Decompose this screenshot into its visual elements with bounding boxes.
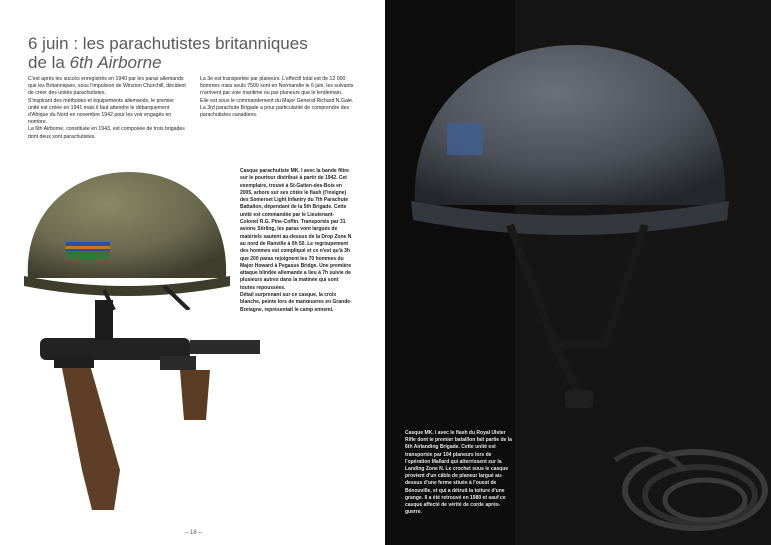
intro-paragraph: Elle est sous le commandement du Major General Richard N.Gale.: [200, 97, 354, 104]
caption-paragraph: Casque parachutiste MK. I avec la bande filtre sur le pourtour distribué à partir de 1942. Cet exemplaire, trouvé à St-Gatien-des-Bois en 2005, arbore sur ses côtés le flash (l'insigne) des Somerset Light Infantry du 7th Parachute Battalion, dépendant de la 5th Brigade. Cette unité est commandée par le Lieutenant-Colonel R.G. Pine-Coffin. Transportés par 31 avions Stirling, les paras vont largués de matériels sautent au-dessus de la Drop Zone N au nord de Ranville à 0h 50. Le regroupement des hommes est compliqué et ce n'est qu'à 3h que 200 paras rejoignent les 70 hommes du Major Howard à Pegasus Bridge. Une première attaque blindée allemande a lieu à 7h suivie de plusieurs autres dans la matinée qui sont toutes repoussées.: [240, 168, 352, 291]
page-title: [28, 34, 358, 72]
photo-caption-right: [405, 430, 515, 516]
intro-paragraph: S'inspirant des méthodes et équipements allemands, le premier unité est créée en 1941 mais il faut attendre le débarquement d'Afrique du Nord en novembre 1942 pour les voir engagés en nombre.: [28, 97, 175, 126]
mk1-helmet-image: [14, 160, 239, 310]
intro-paragraph: La 6th Airborne, constituée en 1943, est composée de trois brigades dont deux sont parachutistes.: [28, 126, 185, 140]
intro-paragraph: La 3rd parachute Brigade a pour particularité de comprendre des parachutistes canadiens.: [200, 104, 350, 119]
intro-paragraph: La 3e est transportée par planeurs. L'effectif total est de 12 000 hommes mais seuls 7500 sont en Normandie le 6 juin, les suivants n'arrivent par voie maritime ou par planeurs que le lendemain.: [200, 76, 354, 97]
page-number: – 18 –: [185, 530, 202, 536]
caption-paragraph: Casque MK. I avec le flash du Royal Ulster Rifle dont le premier bataillon fait partie de la 6th Airlanding Brigade. Cette unité est transportée par 104 planeurs lors de l'opération Mallard qui atterrissent sur la Landing Zone N. Le crochet sous le casque provient d'un câble de planeur largué au-dessus d'une ferme située à l'ouest de Bénouville, et qui a détruit la toiture d'une grange. Il a été retrouvé en 1980 et sauf ce casque affecté de vérité de corde après-guerre.: [405, 430, 512, 516]
coiled-rope-image: [605, 420, 771, 545]
title-line-2-em: 6th Airborne: [69, 53, 162, 72]
title-line-1: 6 juin : les parachutistes britanniques: [28, 34, 308, 53]
mk1-helmet-dark-image: [405, 45, 735, 415]
intro-column-right: [200, 76, 360, 119]
right-page: [385, 0, 771, 545]
unit-flash: [447, 123, 483, 155]
photo-caption-left: [240, 168, 352, 314]
title-line-2-prefix: de la: [28, 53, 70, 72]
caption-paragraph: Détail surprenant sur ce casque, la croix blanche, peinte lors de manœuvres en Grande-Bretagne, représentait le camp ennemi.: [240, 292, 352, 313]
left-page: [0, 0, 385, 545]
intro-paragraph: C'est après les succès enregistrés en 1940 par les paras allemands que les Britanniques, sous l'impulsion de Winston Churchill, décident de créer des unités parachutistes.: [28, 76, 186, 97]
intro-column-left: [28, 76, 186, 141]
sten-gun-image: [40, 300, 270, 520]
